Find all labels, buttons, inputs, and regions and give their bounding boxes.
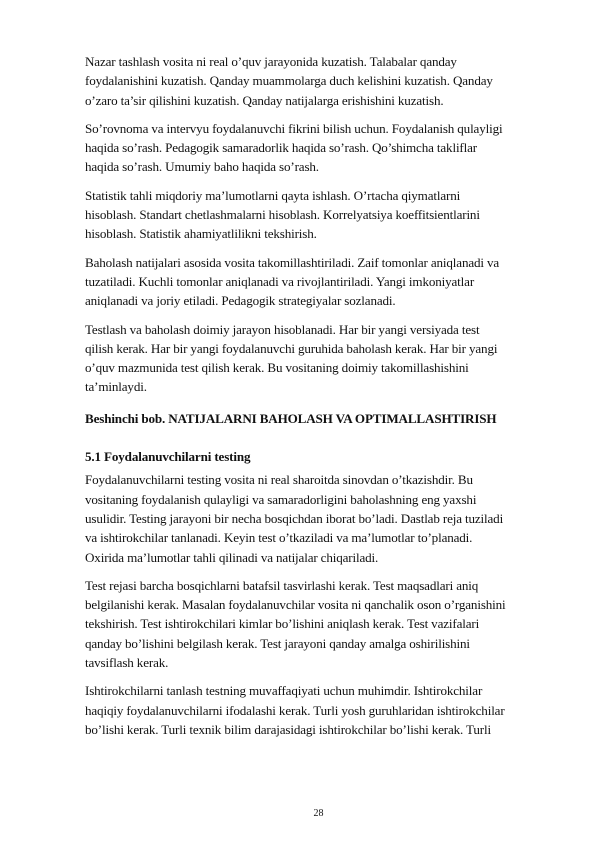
paragraph-survey-interview: So’rovnoma va intervyu foydalanuvchi fikrini bilish uchun. Foydalanish qulayligi haqida so’rash. Pedagogik samaradorlik haqida so’rash. Qo’shimcha takliflar haqida so’rash. Umumiy baho haqida so’rash. [85, 120, 503, 175]
paragraph-statistical-analysis: Statistik tahli miqdoriy ma’lumotlarni qayta ishlash. O’rtacha qiymatlarni hisoblash. Standart chetlashmalarni hisoblash. Korrelyatsiya koeffitsientlarini hisoblash. Statistik ahamiyatlilikni tekshirish. [85, 187, 480, 242]
paragraph-improvement: Baholash natijalari asosida vosita takomillashtiriladi. Zaif tomonlar aniqlanadi va tuzatiladi. Kuchli tomonlar aniqlanadi va rivojlantiriladi. Yangi imkoniyatlar aniqlanadi va joriy etiladi. Pedagogik strategiyalar sozlanadi. [85, 254, 500, 309]
paragraph-continuous-testing: Testlash va baholash doimiy jarayon hisoblanadi. Har bir yangi versiyada test qilish kerak. Har bir yangi foydalanuvchi guruhida baholash kerak. Har bir yangi o’quv mazmunida test qilish kerak. Bu vositaning doimiy takomillashishini ta’minlaydi. [85, 321, 498, 395]
paragraph-observation: Nazar tashlash vosita ni real o’quv jarayonida kuzatish. Talabalar qanday foydalanishini kuzatish. Qanday muammolarga duch kelishini kuzatish. Qanday o’zaro ta’sir qilishini kuzatish. Qanday natijalarga erishishini kuzatish. [85, 54, 493, 108]
chapter-heading: Beshinchi bob. NATIJALARNI BAHOLASH VA OPTIMALLASHTIRISH [85, 410, 497, 426]
paragraph-test-plan: Test rejasi barcha bosqichlarni batafsil tasvirlashi kerak. Test maqsadlari aniq belgilanishi kerak. Masalan foydalanuvchilar vosita ni qanchalik oson o’rganishini tekshirish. Test ishtirokchilari kimlar bo’lishini aniqlash kerak. Test vazifalari qanday bo’lishini belgilash kerak. Test jarayoni qanday amalga oshirilishini tavsiflash kerak. [85, 577, 506, 671]
page-content [85, 52, 547, 748]
section-heading: 5.1 Foydalanuvchilarni testing [85, 449, 251, 465]
page-number: 28 [313, 808, 324, 819]
paragraph-participant-selection: Ishtirokchilarni tanlash testning muvaffaqiyati uchun muhimdir. Ishtirokchilar haqiqiy foydalanuvchilarni ifodalashi kerak. Turli yosh guruhlaridan ishtirokchilar bo’lishi kerak. Turli texnik bilim darajasidagi ishtirokchilar bo’lishi kerak. Turli [85, 683, 505, 737]
paragraph-user-testing-intro: Foydalanuvchilarni testing vosita ni real sharoitda sinovdan o’tkazishdir. Bu vositaning foydalanish qulayligi va samaradorligini baholashning eng yaxshi usulidir. Testing jarayoni bir necha bosqichdan iborat bo’ladi. Dastlab reja tuziladi va ishtirokchilar tanlanadi. Keyin test o’tkaziladi va ma’lumotlar to’planadi. Oxirida ma’lumotlar tahli qilinadi va natijalar chiqariladi. [85, 472, 504, 565]
